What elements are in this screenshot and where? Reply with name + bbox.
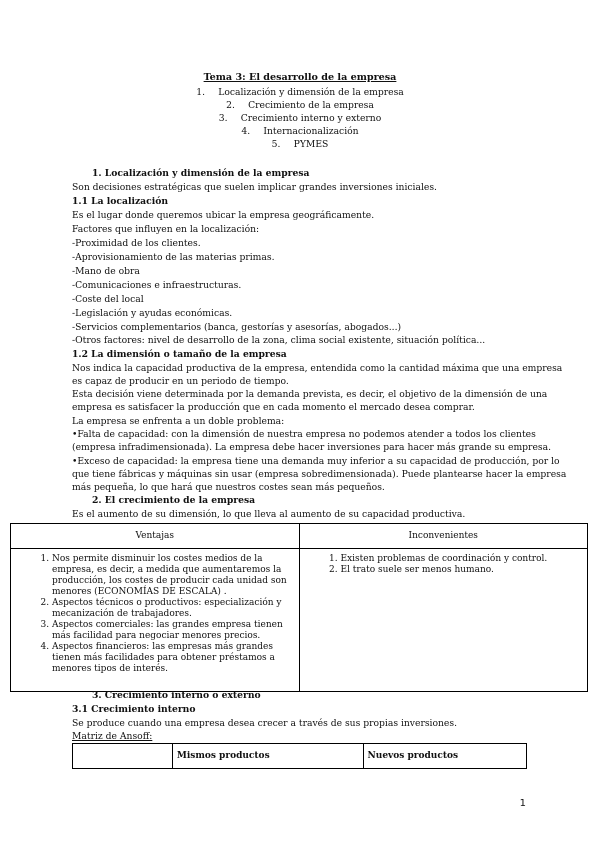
dimension-text-line: que tiene fábricas y máquinas sin usar (empresa sobredimensionada). Puede plantearse hacer la empresa	[72, 469, 567, 480]
table-of-contents	[0, 86, 600, 151]
ventajas-cell	[11, 549, 300, 692]
dimension-text-line: más pequeña, lo que hará que nuestros costes sean más pequeños.	[72, 482, 385, 493]
dimension-text-line: (empresa infradimensionada). La empresa debe hacer inversiones para hacer más grande su empresa.	[72, 442, 551, 453]
factor-item: -Proximidad de los clientes.	[72, 238, 201, 249]
document-title: Tema 3: El desarrollo de la empresa	[203, 72, 397, 83]
crecimiento-interno-definition: Se produce cuando una empresa desea crecer a través de sus propias inversiones.	[72, 718, 458, 729]
list-item: 1. Existen problemas de coordinación y control.	[341, 554, 587, 565]
factor-item: -Otros factores: nivel de desarrollo de la zona, clima social existente, situación política...	[72, 335, 486, 346]
list-item: 1. Nos permite disminuir los costes medios de la empresa, es decir, a medida que aumentaremos la producción, los costes de producir cada unidad son menores (ECONOMÍAS DE ESCALA) .	[52, 554, 298, 598]
dimension-text-line: es capaz de producir en un periodo de tiempo.	[72, 376, 289, 387]
subsection-1-1-heading: 1.1 La localización	[72, 196, 169, 207]
factor-item: -Mano de obra	[72, 266, 140, 277]
factor-item: -Legislación y ayudas económicas.	[72, 308, 233, 319]
ansoff-header-mismos: Mismos productos	[172, 744, 363, 769]
subsection-1-2-heading: 1.2 La dimensión o tamaño de la empresa	[72, 349, 287, 360]
list-item: 4. Aspectos financieros: las empresas más grandes tienen más facilidades para obtener préstamos a menores tipos de interés.	[52, 642, 298, 675]
section-2-heading: 2. El crecimiento de la empresa	[92, 495, 256, 506]
list-item: 2. Aspectos técnicos o productivos: especialización y mecanización de trabajadores.	[52, 598, 298, 620]
section-1-heading: 1. Localización y dimensión de la empresa	[92, 168, 310, 179]
ansoff-matrix-table	[72, 743, 527, 769]
dimension-text-line: La empresa se enfrenta a un doble problema:	[72, 416, 285, 427]
inconvenientes-list	[301, 554, 587, 576]
list-item: 3. Aspectos comerciales: las grandes empresa tienen más facilidad para negociar menores precios.	[52, 620, 298, 642]
factors-title: Factores que influyen en la localización:	[72, 224, 260, 235]
dimension-text-line: Esta decisión viene determinada por la demanda prevista, es decir, el objetivo de la dimensión de una	[72, 389, 548, 400]
localizacion-definition: Es el lugar donde queremos ubicar la empresa geográficamente.	[72, 210, 375, 221]
page-number: 1	[519, 798, 526, 809]
toc-item: 2. Crecimiento de la empresa	[226, 100, 374, 111]
list-item: 2. El trato suele ser menos humano.	[341, 565, 587, 576]
factor-item: -Servicios complementarios (banca, gestorías y asesorías, abogados...)	[72, 322, 402, 333]
ventajas-header: Ventajas	[11, 524, 300, 549]
ansoff-header-nuevos: Nuevos productos	[363, 744, 526, 769]
toc-item: 1. Localización y dimensión de la empresa	[196, 87, 404, 98]
toc-item: 3. Crecimiento interno y externo	[218, 113, 382, 124]
matriz-ansoff-label: Matriz de Ansoff:	[72, 731, 153, 742]
ventajas-inconvenientes-table	[10, 523, 588, 692]
section-2-intro: Es el aumento de su dimensión, lo que lleva al aumento de su capacidad productiva.	[72, 509, 466, 520]
section-1-intro: Son decisiones estratégicas que suelen implicar grandes inversiones iniciales.	[72, 182, 437, 193]
dimension-text-line: empresa es satisfacer la producción que en cada momento el mercado desea comprar.	[72, 402, 475, 413]
factor-item: -Aprovisionamiento de las materias primas.	[72, 252, 275, 263]
inconvenientes-cell	[299, 549, 588, 692]
ansoff-empty-cell	[73, 744, 173, 769]
toc-item: 5. PYMES	[271, 139, 329, 150]
section-3-heading: 3. Crecimiento interno o externo	[92, 690, 261, 701]
dimension-text-line: •Exceso de capacidad: la empresa tiene una demanda muy inferior a su capacidad de producción, por lo	[72, 456, 560, 467]
ventajas-list	[12, 554, 298, 675]
dimension-text-line: Nos indica la capacidad productiva de la empresa, entendida como la cantidad máxima que una empresa	[72, 363, 563, 374]
inconvenientes-header: Inconvenientes	[299, 524, 588, 549]
toc-item: 4. Internacionalización	[241, 126, 359, 137]
subsection-3-1-heading: 3.1 Crecimiento interno	[72, 704, 196, 715]
factor-item: -Comunicaciones e infraestructuras.	[72, 280, 242, 291]
dimension-text-line: •Falta de capacidad: con la dimensión de nuestra empresa no podemos atender a todos los clientes	[72, 429, 536, 440]
factor-item: -Coste del local	[72, 294, 144, 305]
